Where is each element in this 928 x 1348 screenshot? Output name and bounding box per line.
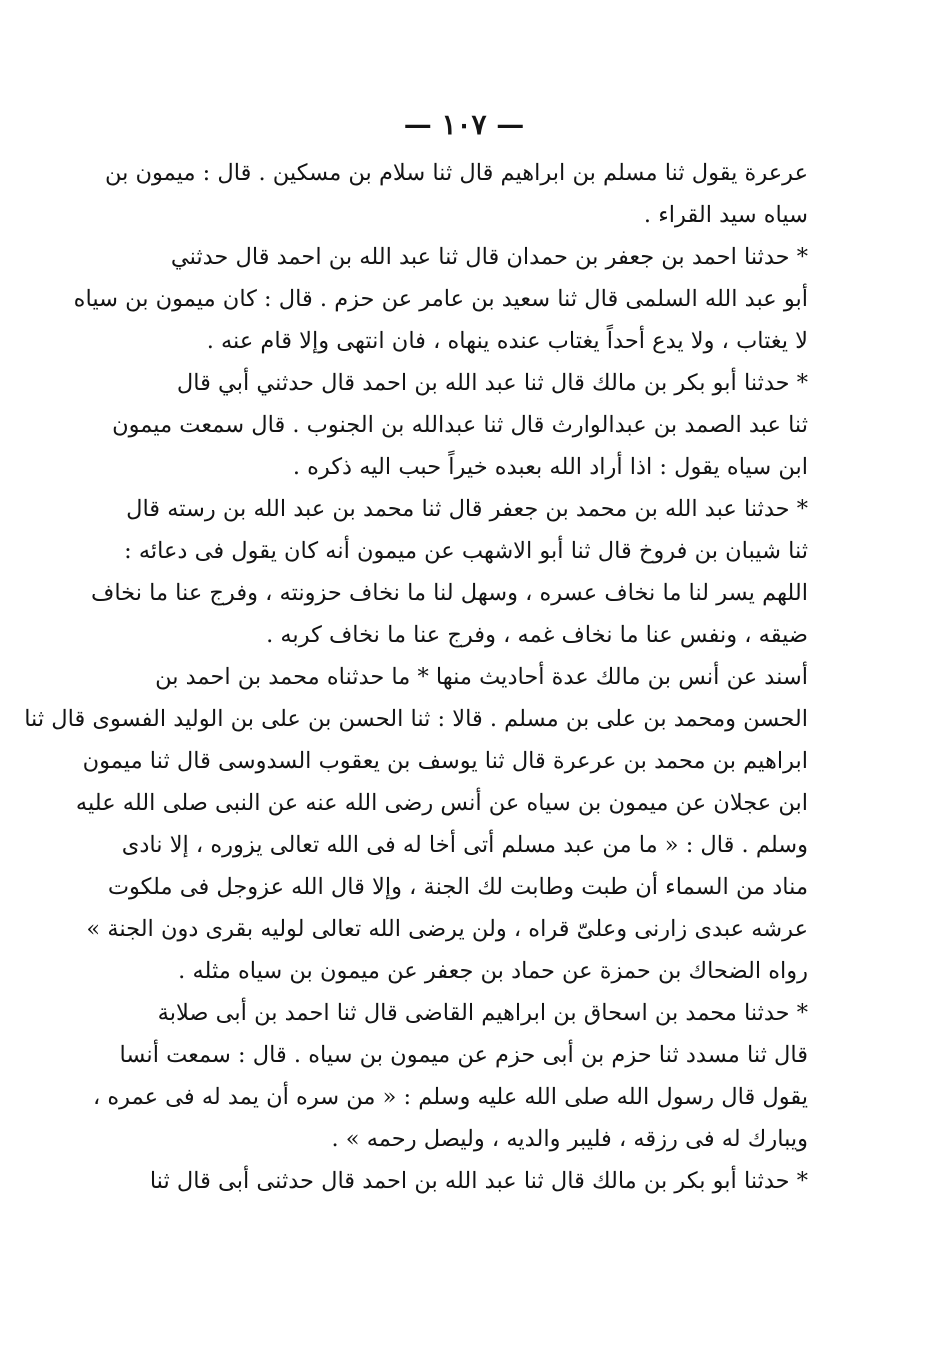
text-line: * حدثنا احمد بن جعفر بن حمدان قال ثنا عبد الله بن احمد قال حدثني bbox=[170, 244, 808, 270]
text-line: وسلم . قال : « ما من عبد مسلم أتى أخا له فى الله تعالى يزوره ، إلا نادى bbox=[121, 832, 808, 858]
text-line: يقول قال رسول الله صلى الله عليه وسلم : « من سره أن يمد له فى عمره ، bbox=[92, 1084, 808, 1110]
text-line: سياه سيد القراء . bbox=[643, 202, 808, 228]
text-line: عرعرة يقول ثنا مسلم بن ابراهيم قال ثنا سلام بن مسكين . قال : ميمون بن bbox=[104, 160, 808, 186]
text-line: ابن عجلان عن ميمون بن سياه عن أنس رضى الله عنه عن النبى صلى الله عليه bbox=[75, 790, 808, 816]
text-line: عرشه عبدى زارنى وعلىّ قراه ، ولن يرضى الله تعالى لوليه بقرى دون الجنة » bbox=[86, 916, 808, 942]
text-line: لا يغتاب ، ولا يدع أحداً يغتاب عنده ينهاه ، فان انتهى وإلا قام عنه . bbox=[206, 328, 808, 354]
text-line: ابن سياه يقول : اذا أراد الله بعبده خيراً حبب اليه ذكره . bbox=[292, 454, 808, 480]
text-line: * حدثنا عبد الله بن محمد بن جعفر قال ثنا محمد بن عبد الله بن رسته قال bbox=[126, 496, 808, 522]
text-line: الحسن ومحمد بن على بن مسلم . قالا : ثنا الحسن بن على بن الوليد الفسوى قال ثنا bbox=[24, 706, 808, 732]
page-number: — ١٠٧ — bbox=[403, 108, 525, 141]
page-body bbox=[24, 152, 808, 1202]
text-line: * حدثنا محمد بن اسحاق بن ابراهيم القاضى قال ثنا احمد بن أبى صلابة bbox=[157, 1000, 808, 1026]
text-line: ثنا عبد الصمد بن عبدالوارث قال ثنا عبدالله بن الجنوب . قال سمعت ميمون bbox=[112, 412, 808, 438]
text-line: ابراهيم بن محمد بن عرعرة قال ثنا يوسف بن يعقوب السدوسى قال ثنا ميمون bbox=[82, 748, 808, 774]
text-line: ثنا شيبان بن فروخ قال ثنا أبو الاشهب عن ميمون أنه كان يقول فى دعائه : bbox=[124, 538, 808, 564]
text-line: اللهم يسر لنا ما نخاف عسره ، وسهل لنا ما نخاف حزونته ، وفرج عنا ما نخاف bbox=[91, 580, 808, 606]
text-line: * حدثنا أبو بكر بن مالك قال ثنا عبد الله بن احمد قال حدثنى أبى قال ثنا bbox=[149, 1168, 808, 1194]
text-line: أسند عن أنس بن مالك عدة أحاديث منها * ما حدثناه محمد بن احمد بن bbox=[155, 664, 808, 690]
text-line: * حدثنا أبو بكر بن مالك قال ثنا عبد الله بن احمد قال حدثني أبي قال bbox=[176, 370, 808, 396]
text-line: مناد من السماء أن طبت وطابت لك الجنة ، وإلا قال الله عزوجل فى ملكوت bbox=[107, 874, 808, 900]
text-line: أبو عبد الله السلمى قال ثنا سعيد بن عامر عن حزم . قال : كان ميمون بن سياه bbox=[73, 286, 808, 312]
text-line: ويبارك له فى رزقه ، فليبر والديه ، وليصل رحمه » . bbox=[331, 1126, 808, 1152]
text-line: قال ثنا مسدد ثنا حزم بن أبى حزم عن ميمون بن سياه . قال : سمعت أنسا bbox=[119, 1042, 808, 1068]
text-line: رواه الضحاك بن حمزة عن حماد بن جعفر عن ميمون بن سياه مثله . bbox=[178, 958, 808, 984]
text-line: ضيقه ، ونفس عنا ما نخاف غمه ، وفرج عنا ما نخاف كربه . bbox=[266, 622, 808, 648]
